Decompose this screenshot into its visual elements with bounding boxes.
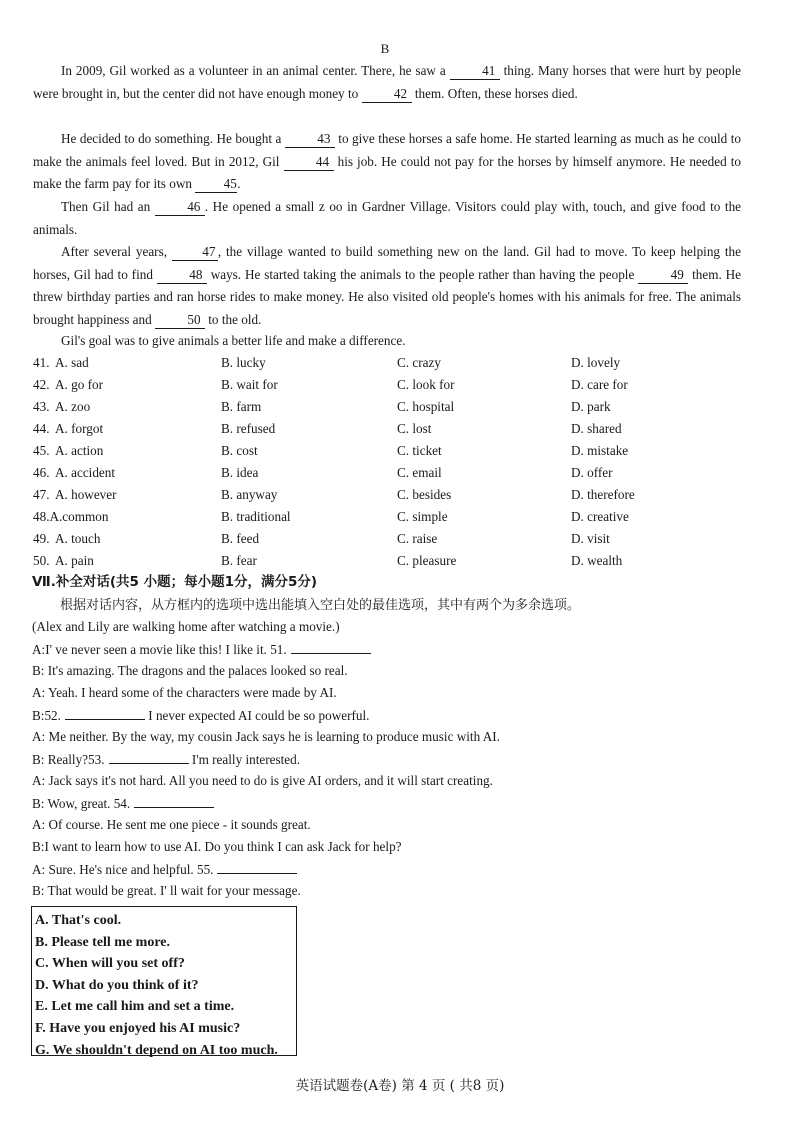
dialogue-line: A:I' ve never seen a movie like this! I like it. 51. — [32, 641, 752, 658]
blank-50: 50 — [155, 312, 205, 329]
box-option-a: A. That's cool. — [35, 913, 122, 928]
dialogue-line: B: Really?53. I'm really interested. — [32, 752, 301, 767]
blank-42: 42 — [362, 86, 412, 103]
option-row-44: 44. A. forgot B. refused C. lost D. shared — [33, 421, 622, 436]
option-row-49: 49. A. touch B. feed C. raise D. visit — [33, 531, 610, 546]
dialogue-line: B: It's amazing. The dragons and the palaces looked so real. — [32, 663, 348, 678]
blank-43: 43 — [285, 131, 335, 148]
box-option-d: D. What do you think of it? — [35, 977, 199, 993]
section-heading: Ⅶ.补全对话(共5 小题；每小题1分，满分5分) — [32, 574, 318, 590]
option-row-47: 47. A. however B. anyway C. besides D. therefore — [33, 487, 635, 502]
box-option-g: G. We shouldn't depend on AI too much. — [35, 1042, 278, 1058]
passage-paragraph-5: Gil's goal was to give animals a better life and make a difference. — [61, 333, 406, 348]
passage-paragraph-1: In 2009, Gil worked as a volunteer in an animal center. There, he saw a 41 thing. Many horses that were hurt by people were brought in, but the center did not have enough money to 42 them. Often, these horses died. — [33, 63, 742, 101]
answer-options-box — [31, 906, 297, 1056]
blank-47: 47 — [172, 244, 218, 261]
answer-blank-52 — [65, 707, 145, 720]
passage-paragraph-2: He decided to do something. He bought a 43 to give these horses a safe home. He started learning as much as he could to make the animals feel loved. But in 2012, Gil 44 his job. He could not pay for the horses by himself anymore. He needed to make the farm pay for its own 45. — [33, 131, 742, 192]
blank-49: 49 — [638, 267, 688, 284]
dialogue-line: A: Jack says it's not hard. All you need to do is give AI orders, and it will start creating. — [32, 773, 493, 788]
blank-46: 46 — [155, 199, 205, 216]
box-option-e: E. Let me call him and set a time. — [35, 999, 235, 1015]
option-row-41: 41. A. sad B. lucky C. crazy D. lovely — [33, 355, 621, 370]
option-row-42: 42. A. go for B. wait for C. look for D. care for — [33, 377, 628, 392]
option-row-46: 46. A. accident B. idea C. email D. offer — [33, 465, 613, 480]
blank-44: 44 — [284, 154, 334, 171]
dialogue-line: A: Sure. He's nice and helpful. 55. — [32, 861, 752, 878]
blank-41: 41 — [450, 63, 500, 80]
section-letter: B — [380, 41, 390, 56]
dialogue-context: (Alex and Lily are walking home after watching a movie.) — [32, 619, 340, 634]
passage-paragraph-4: After several years, 47 , the village wanted to build something new on the land. Gil had to move. To keep helping the horses, Gil had to find 48 ways. He started taking the animals to the people rather than having the people 49 them. He threw birthday parties and ran horse rides to make money. He also visited old people's homes with his animals for free. The animals brought happiness and 50 to the old. — [33, 244, 742, 327]
answer-blank-55 — [217, 861, 297, 874]
section-instruction: 根据对话内容，从方框内的选项中选出能填入空白处的最佳选项，其中有两个为多余选项。 — [60, 598, 581, 613]
box-option-b: B. Please tell me more. — [35, 934, 171, 950]
dialogue-line: B:52. I never expected AI could be so powerful. — [32, 708, 370, 723]
dialogue-line: A: Of course. He sent me one piece - it sounds great. — [32, 817, 311, 832]
dialogue-line: A: Me neither. By the way, my cousin Jack says he is learning to produce music with AI. — [32, 729, 500, 744]
answer-blank-53 — [109, 751, 189, 764]
option-row-48: 48.A.common B. traditional C. simple D. creative — [33, 509, 629, 524]
answer-blank-54 — [134, 795, 214, 808]
box-option-f: F. Have you enjoyed his AI music? — [35, 1020, 241, 1036]
dialogue-line: B: That would be great. I' ll wait for your message. — [32, 883, 301, 898]
option-row-45: 45. A. action B. cost C. ticket D. mistake — [33, 443, 629, 458]
passage-paragraph-3: Then Gil had an 46 . He opened a small z oo in Gardner Village. Visitors could play with, touch, and give food to the animals. — [33, 199, 742, 237]
dialogue-line: B:I want to learn how to use AI. Do you think I can ask Jack for help? — [32, 839, 402, 854]
answer-blank-51 — [291, 641, 371, 654]
dialogue-line: A: Yeah. I heard some of the characters were made by AI. — [32, 685, 337, 700]
blank-45: 45 — [195, 176, 237, 193]
dialogue-line: B: Wow, great. 54. — [32, 795, 752, 812]
page-footer: 英语试题卷(A卷) 第 4 页 ( 共8 页) — [295, 1078, 505, 1094]
box-option-c: C. When will you set off? — [35, 956, 185, 972]
option-row-50: 50. A. pain B. fear C. pleasure D. wealth — [33, 553, 623, 568]
option-row-43: 43. A. zoo B. farm C. hospital D. park — [33, 399, 611, 414]
blank-48: 48 — [157, 267, 207, 284]
